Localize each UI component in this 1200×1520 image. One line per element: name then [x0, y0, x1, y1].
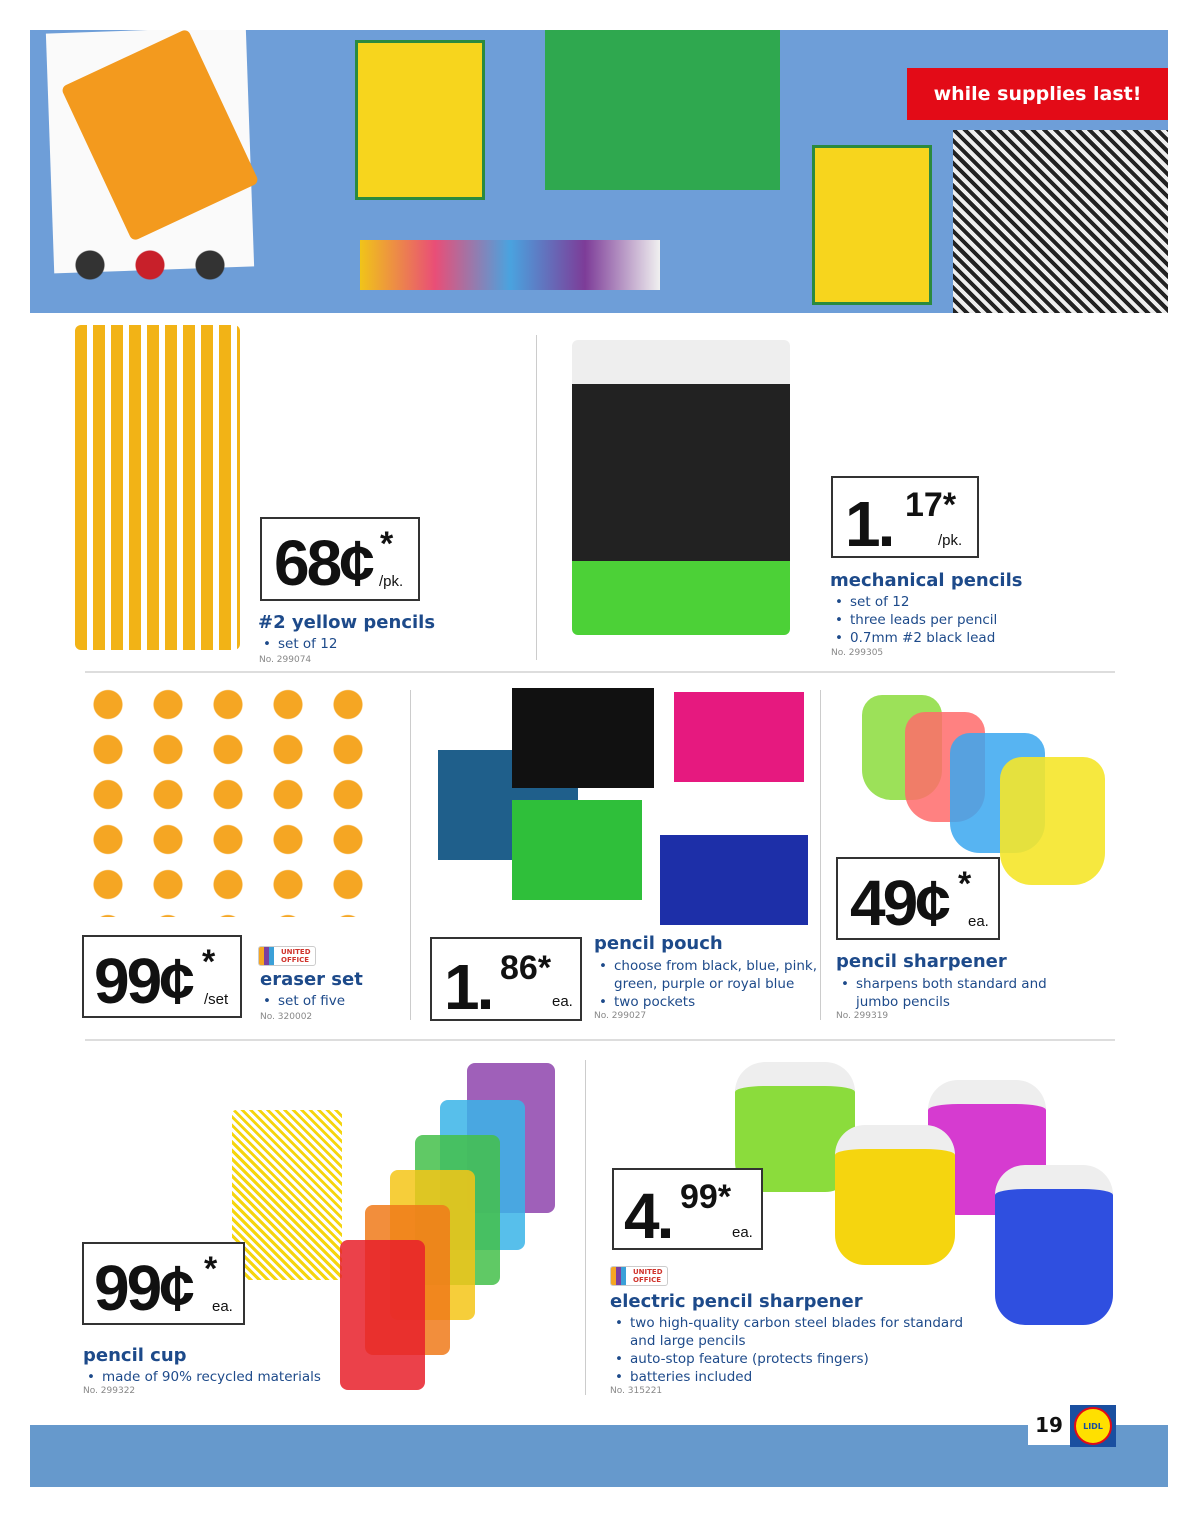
pencil-pouch-image	[512, 800, 642, 900]
pencil-pouch-image	[674, 692, 804, 782]
pencil-cup-image	[232, 1110, 342, 1280]
product-bullets: • set of five	[258, 992, 345, 1010]
divider	[85, 671, 1115, 673]
electric-sharpener-image	[835, 1125, 955, 1265]
divider	[85, 1039, 1115, 1041]
eraser-set-image	[78, 682, 388, 917]
product-bullets: • two high-quality carbon steel blades for standard and large pencils • auto-stop feature (protects fingers) • batteries included	[610, 1314, 990, 1386]
pencil-pouch-image	[512, 688, 654, 788]
pencil-cup-image	[340, 1240, 425, 1390]
item-number: No. 299074	[259, 655, 312, 665]
item-number: No. 315221	[610, 1386, 663, 1396]
pencil-cup-image	[440, 1100, 525, 1250]
item-number: No. 299305	[831, 648, 884, 658]
product-title: electric pencil sharpener	[610, 1291, 863, 1312]
lidl-logo-text: LIDL	[1074, 1407, 1112, 1445]
mechanical-pencils-image	[572, 340, 790, 635]
pencil-cup-image	[467, 1063, 555, 1213]
divider	[820, 690, 821, 1020]
crayola-markers-image	[355, 40, 485, 200]
item-number: No. 299319	[836, 1011, 889, 1021]
price-tag: 4. 99* ea.	[612, 1168, 763, 1250]
product-bullets: • set of 12	[258, 635, 337, 653]
price-tag: 49¢ * ea.	[836, 857, 1000, 940]
composition-book-image	[953, 130, 1168, 313]
footer-bar	[30, 1425, 1168, 1487]
pencil-sharpener-image	[1000, 757, 1105, 885]
divider	[410, 690, 411, 1020]
page-number: 19	[1028, 1405, 1070, 1445]
pencil-pouch-image	[660, 835, 808, 925]
electric-sharpener-image	[995, 1165, 1113, 1325]
item-number: No. 299027	[594, 1011, 647, 1021]
green-notebook-image	[545, 30, 780, 190]
united-office-logo: UNITED OFFICE	[610, 1266, 668, 1286]
sharpeners-image	[70, 245, 230, 285]
product-bullets: • set of 12 • three leads per pencil • 0.7mm #2 black lead	[830, 593, 997, 647]
price-tag: 1. 86* ea.	[430, 937, 582, 1021]
price-tag: 99¢ * ea.	[82, 1242, 245, 1325]
while-supplies-last-badge: while supplies last!	[907, 68, 1168, 120]
product-title: #2 yellow pencils	[258, 612, 436, 633]
product-title: eraser set	[260, 969, 363, 990]
washable-markers-image	[812, 145, 932, 305]
price-tag: 68¢ * /pk.	[260, 517, 420, 601]
product-title: mechanical pencils	[830, 570, 1023, 591]
product-bullets: • choose from black, blue, pink, green, purple or royal blue • two pockets	[594, 957, 819, 1011]
item-number: No. 320002	[260, 1012, 313, 1022]
pencil-cup-image	[415, 1135, 500, 1285]
price-tag: 99¢ * /set	[82, 935, 242, 1018]
yellow-pencils-image	[75, 325, 240, 650]
product-bullets: • made of 90% recycled materials	[82, 1368, 321, 1386]
product-title: pencil sharpener	[836, 951, 1007, 972]
product-title: pencil pouch	[594, 933, 723, 954]
divider	[536, 335, 537, 660]
supplies-image	[360, 240, 660, 290]
item-number: No. 299322	[83, 1386, 136, 1396]
united-office-logo: UNITED OFFICE	[258, 946, 316, 966]
product-title: pencil cup	[83, 1345, 187, 1366]
price-tag: 1. 17* /pk.	[831, 476, 979, 558]
lidl-logo	[1070, 1405, 1116, 1447]
product-bullets: • sharpens both standard and jumbo pencils	[836, 975, 1081, 1011]
divider	[585, 1060, 586, 1395]
